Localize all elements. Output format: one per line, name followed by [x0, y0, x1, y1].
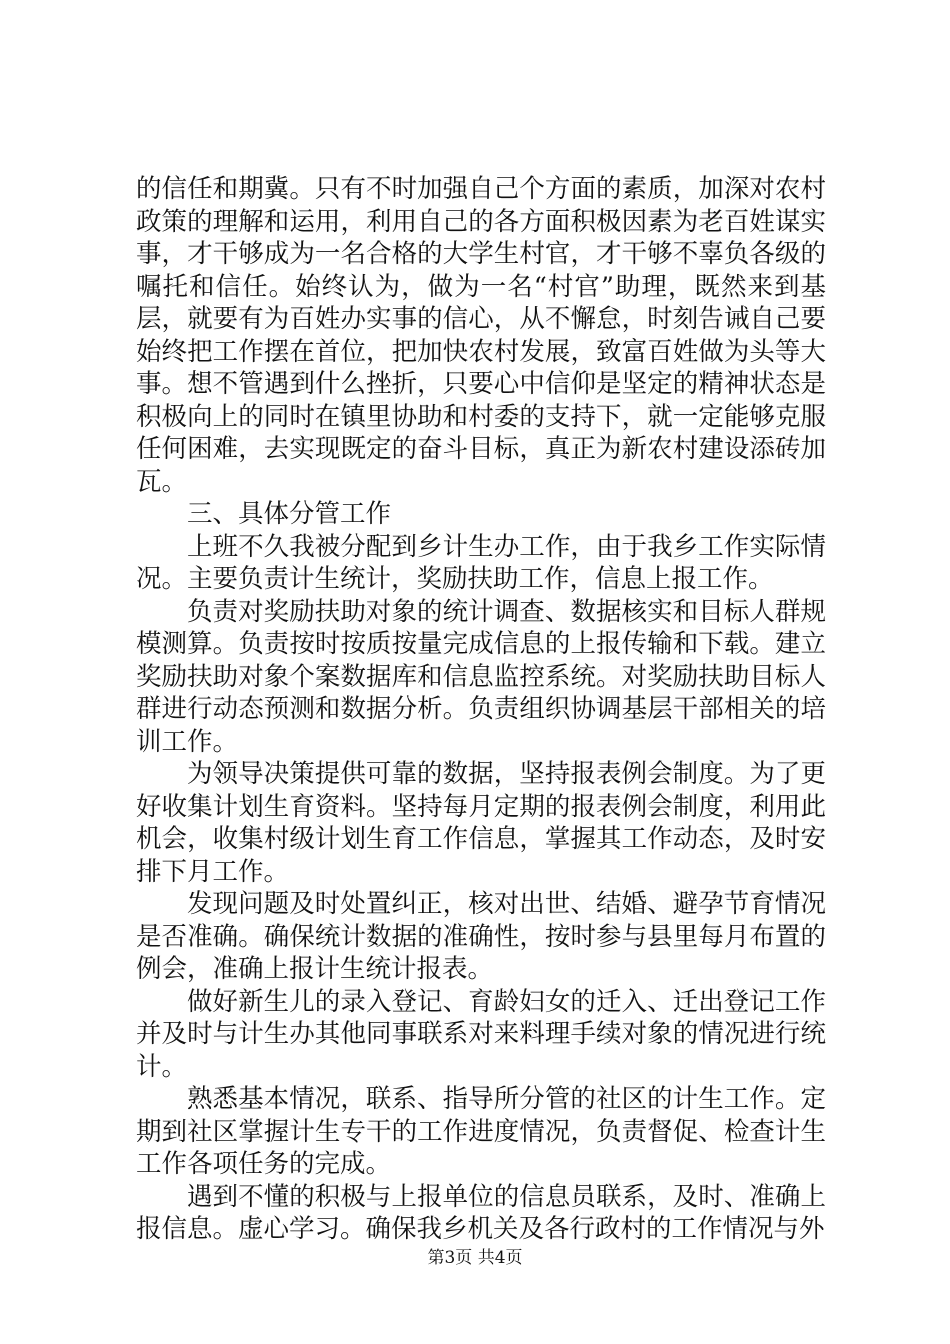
paragraph-continuation: 的信任和期冀。只有不时加强自己个方面的素质，加深对农村政策的理解和运用，利用自己的各方面积极因素为老百姓谋实事，才干够成为一名合格的大学生村官，才干够不辜负各级的嘱托和信任。始终认为，做为一名“村官”助理，既然来到基层，就要有为百姓办实事的信心，从不懈怠，时刻告诫自己要始终把工作摆在首位，把加快农村发展，致富百姓做为头等大事。想不管遇到什么挫折，只要心中信仰是坚定的精神状态是积极向上的同时在镇里协助和村委的支持下，就一定能够克服任何困难，去实现既定的奋斗目标，真正为新农村建设添砖加瓦。: [136, 174, 826, 497]
section-heading: 三、具体分管工作: [187, 499, 392, 529]
paragraph: 遇到不懂的积极与上报单位的信息员联系，及时、准确上报信息。虚心学习。确保我乡机关及各行政村的工作情况与外: [136, 1181, 826, 1244]
paragraph: 上班不久我被分配到乡计生办工作，由于我乡工作实际情况。主要负责计生统计，奖励扶助工作，信息上报工作。: [136, 531, 826, 594]
page-footer: 第3页 共4页: [427, 1248, 523, 1268]
document-body: [136, 173, 826, 1246]
paragraph: 为领导决策提供可靠的数据，坚持报表例会制度。为了更好收集计划生育资料。坚持每月定期的报表例会制度，利用此机会，收集村级计划生育工作信息，掌握其工作动态，及时安排下月工作。: [136, 759, 826, 887]
paragraph: 做好新生儿的录入登记、育龄妇女的迁入、迁出登记工作并及时与计生办其他同事联系对来料理手续对象的情况进行统计。: [136, 986, 826, 1082]
paragraph: 负责对奖励扶助对象的统计调查、数据核实和目标人群规模测算。负责按时按质按量完成信息的上报传输和下载。建立奖励扶助对象个案数据库和信息监控系统。对奖励扶助目标人群进行动态预测和数据分析。负责组织协调基层干部相关的培训工作。: [136, 596, 826, 757]
paragraph: 发现问题及时处置纠正，核对出世、结婚、避孕节育情况是否准确。确保统计数据的准确性，按时参与县里每月布置的例会，准确上报计生统计报表。: [136, 889, 826, 984]
paragraph: 熟悉基本情况，联系、指导所分管的社区的计生工作。定期到社区掌握计生专干的工作进度情况，负责督促、检查计生工作各项任务的完成。: [136, 1084, 826, 1179]
